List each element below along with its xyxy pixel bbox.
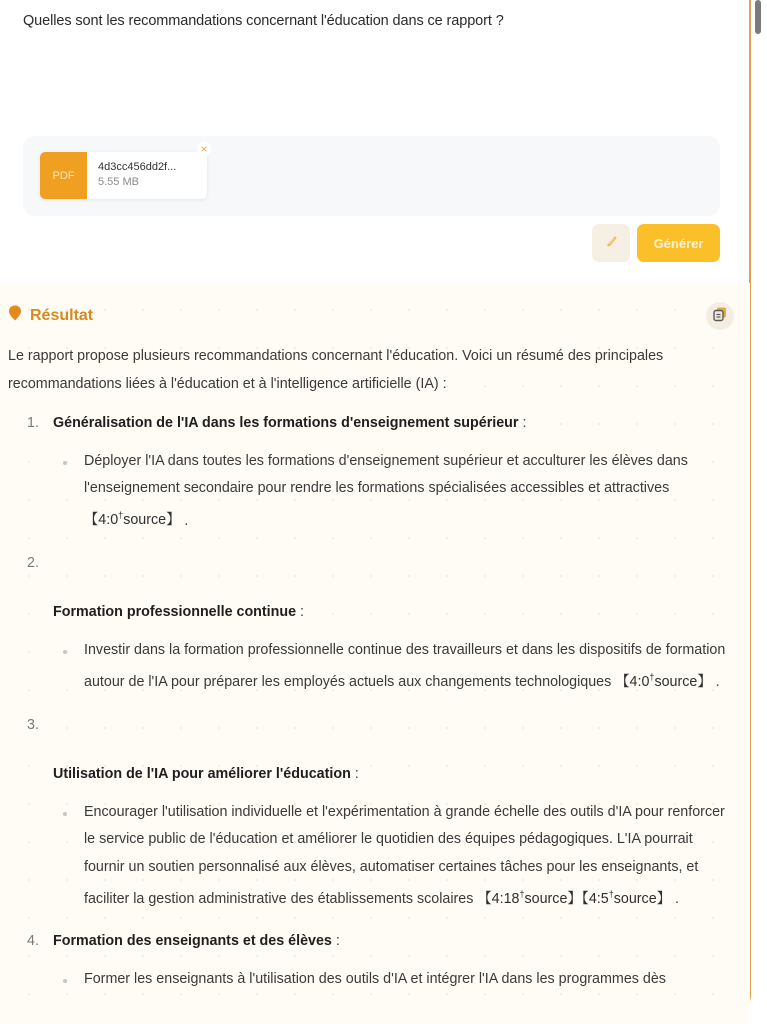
list-item — [8, 535, 738, 697]
item-heading — [8, 761, 738, 789]
number-line — [8, 712, 738, 740]
citation-link[interactable]: 【4:0†source】 — [84, 510, 181, 529]
bullet-list — [8, 637, 738, 697]
bullet-item — [8, 966, 738, 994]
list-number: 3. — [27, 716, 39, 733]
generate-button[interactable]: Générer — [637, 224, 720, 262]
bullet-item — [8, 448, 738, 535]
item-title-suffix: : — [518, 415, 527, 431]
location-pin-icon — [8, 305, 22, 326]
item-heading — [8, 599, 738, 627]
pdf-file-icon: PDF — [40, 152, 87, 199]
list-number: 2. — [27, 554, 39, 571]
list-item — [8, 913, 738, 993]
number-line — [8, 550, 738, 578]
item-title: Généralisation de l'IA dans les formations d'enseignement supérieur — [53, 415, 519, 431]
bullet-list — [8, 966, 738, 994]
item-title: Formation professionnelle continue — [53, 604, 297, 621]
result-header — [8, 305, 93, 326]
item-title: Formation des enseignants et des élèves — [53, 933, 332, 950]
item-spacer — [8, 535, 738, 550]
list-number: 1. — [27, 415, 39, 431]
copy-icon — [712, 306, 728, 327]
bullet-end: . — [180, 512, 189, 529]
bullet-list — [8, 448, 738, 535]
recommendations-list — [8, 410, 738, 993]
attachment-area — [23, 136, 720, 216]
result-intro: Le rapport propose plusieurs recommandations concernant l'éducation. Voici un résumé des principales recommandations liées à l'éducation et à l'intelligence artificielle (IA) : — [8, 348, 664, 392]
bullet-item — [8, 637, 738, 697]
file-chip[interactable] — [40, 142, 208, 199]
item-heading — [8, 410, 738, 438]
bullet-item — [8, 799, 738, 914]
file-info — [87, 152, 176, 199]
bullet-end: . — [711, 674, 720, 691]
bullet-end: . — [670, 890, 679, 907]
result-section — [0, 283, 750, 1024]
citation-link[interactable]: 【4:0†source】 — [615, 672, 712, 691]
bullet-list — [8, 799, 738, 914]
remove-file-icon[interactable]: × — [197, 142, 211, 156]
file-size: 5.55 MB — [98, 176, 139, 188]
copy-button[interactable] — [706, 302, 734, 330]
paperclip-icon — [604, 234, 618, 253]
item-title-suffix: : — [296, 604, 305, 621]
file-name: 4d3cc456dd2f... — [98, 161, 177, 173]
item-title-suffix: : — [350, 766, 359, 783]
bullet-text: Déployer l'IA dans toutes les formations d'enseignement supérieur et acculturer les élèves dans l'enseignement secondaire pour rendre les formations spécialisées accessibles et attractives — [84, 452, 688, 496]
result-title: Résultat — [30, 306, 94, 324]
item-spacer — [8, 697, 738, 712]
bullet-text: Encourager l'utilisation individuelle et l'expérimentation à grande échelle des outils d'IA pour renforcer le service public de l'éducation et améliorer le quotidien des équipes pédagogiques. L'IA pourrait fournir un soutien personnalisé aux élèves, automatiser certaines tâches pour les enseignants, et faciliter la gestion administrative des établissements scolaires — [84, 803, 725, 907]
item-title: Utilisation de l'IA pour améliorer l'éducation — [53, 766, 351, 783]
item-spacer — [8, 913, 738, 928]
scrollbar[interactable] — [755, 0, 761, 34]
bullet-text: Former les enseignants à l'utilisation des outils d'IA et intégrer l'IA dans les programmes dès — [84, 970, 666, 987]
result-content — [8, 343, 738, 993]
citation-link[interactable]: 【4:5†source】 — [581, 889, 671, 907]
attach-button[interactable] — [592, 224, 630, 262]
question-text[interactable]: Quelles sont les recommandations concernant l'éducation dans ce rapport ? — [23, 13, 504, 29]
list-item — [8, 697, 738, 914]
item-heading — [8, 928, 738, 956]
bullet-text: Investir dans la formation professionnelle continue des travailleurs et dans les dispositifs de formation autour de l'IA pour préparer les employés actuels aux changements technologiques — [84, 641, 726, 691]
item-title-suffix: : — [331, 933, 340, 950]
list-number: 4. — [27, 933, 39, 950]
citation-link[interactable]: 【4:18†source】 — [477, 889, 582, 907]
list-item — [8, 410, 738, 535]
